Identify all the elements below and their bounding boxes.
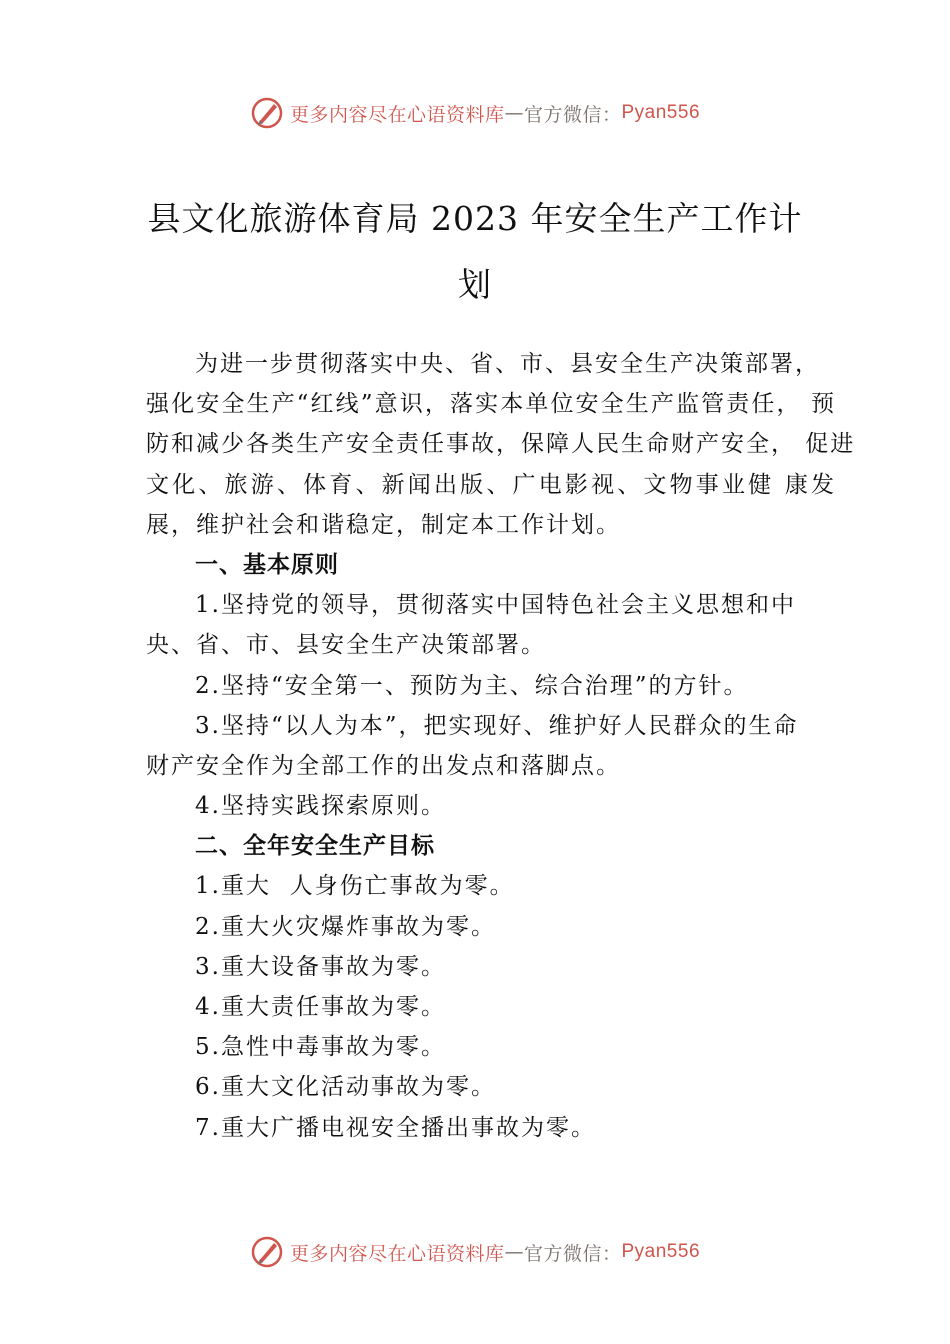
principle-item: 财产安全作为全部工作的出发点和落脚点。: [146, 752, 621, 779]
watermark-separator: —: [504, 1241, 524, 1263]
goal-item: 6.重大文化活动事故为零。: [195, 1074, 496, 1101]
document-title: [0, 186, 950, 318]
intro-line: 为进一步贯彻落实中央、省、市、县安全生产决策部署，: [195, 351, 820, 377]
watermark-wechat-id: Pyan556: [621, 1241, 701, 1262]
principle-item: 2.坚持“安全第一、预防为主、综合治理”的方针。: [195, 672, 749, 699]
section-heading-principles: 一、基本原则: [195, 551, 339, 578]
pen-logo-icon: [250, 96, 284, 130]
principle-item: 4.坚持实践探索原则。: [195, 793, 446, 820]
goal-item: 2.重大火灾爆炸事故为零。: [195, 913, 496, 940]
intro-line: 文化、旅游、体育、新闻出版、广电影视、文物事业健 康发: [146, 471, 836, 498]
watermark-brand: 更多内容尽在心语资料库: [289, 1242, 505, 1265]
watermark-brand: 更多内容尽在心语资料库: [289, 103, 505, 126]
watermark-separator: —: [504, 102, 524, 124]
section-heading-goals: 二、全年安全生产目标: [195, 833, 435, 860]
goal-item: 3.重大设备事故为零。: [195, 953, 446, 980]
intro-line: 强化安全生产“红线”意识，落实本单位安全生产监管责任， 预: [146, 391, 836, 418]
document-body: [146, 344, 856, 1148]
footer-watermark: [0, 1235, 950, 1269]
goal-item: 1.重大 人身伤亡事故为零。: [195, 873, 515, 900]
intro-line: 展，维护社会和谐稳定，制定本工作计划。: [146, 511, 621, 538]
title-line-2: 划: [458, 265, 492, 304]
goal-item: 7.重大广播电视安全播出事故为零。: [195, 1114, 596, 1141]
pen-logo-icon: [250, 1235, 284, 1269]
header-watermark: [0, 96, 950, 130]
principle-item: 1.坚持党的领导，贯彻落实中国特色社会主义思想和中: [195, 592, 796, 619]
intro-line: 防和减少各类生产安全责任事故，保障人民生命财产安全， 促进: [146, 431, 856, 458]
title-line-1: 县文化旅游体育局 2023 年安全生产工作计: [147, 199, 803, 238]
watermark-label: 官方微信：: [523, 103, 622, 126]
watermark-wechat-id: Pyan556: [621, 102, 701, 123]
principle-item: 3.坚持“以人为本”，把实现好、维护好人民群众的生命: [195, 712, 799, 739]
watermark-label: 官方微信：: [523, 1242, 622, 1265]
principle-item: 央、省、市、县安全生产决策部署。: [146, 632, 546, 659]
goal-item: 5.急性中毒事故为零。: [195, 1034, 446, 1061]
goal-item: 4.重大责任事故为零。: [195, 994, 446, 1020]
